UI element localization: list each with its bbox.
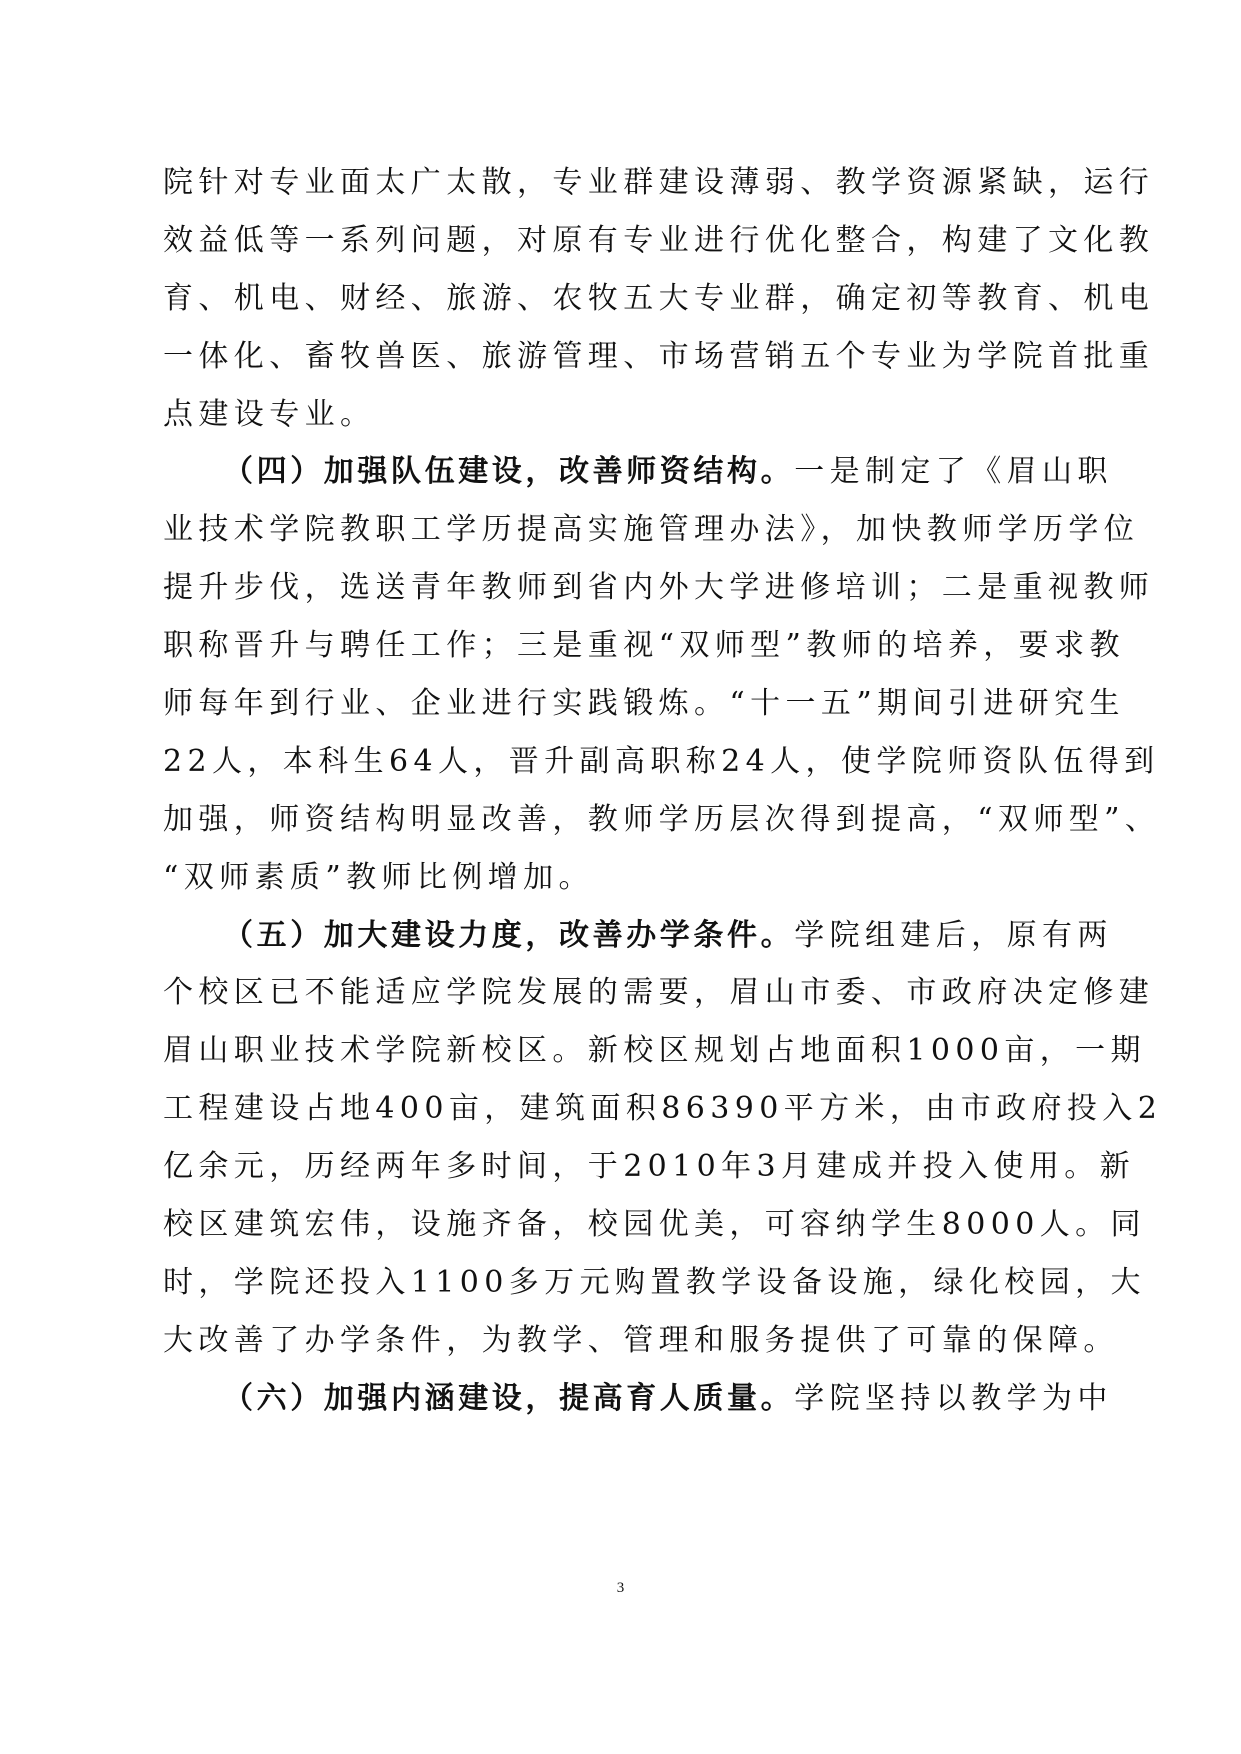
line-text: 时，学院还投入1100多万元购置教学设备设施，绿化校园，大 (163, 1264, 1146, 1300)
line-text: 提升步伐，选送青年教师到省内外大学进修培训；二是重视教师 (163, 570, 1155, 606)
text-line (163, 212, 1155, 270)
text-line (163, 675, 1125, 733)
section-five-heading-line (163, 907, 1113, 965)
text-line (163, 154, 1155, 212)
page-number: 3 (616, 1580, 625, 1596)
line-text: 大改善了办学条件，为教学、管理和服务提供了可靠的保障。 (163, 1322, 1119, 1358)
text-line (163, 791, 1161, 849)
text-line (163, 559, 1155, 617)
text-line (163, 1138, 1136, 1196)
line-text: 点建设专业。 (163, 396, 376, 432)
line-text: 学院坚持以教学为中 (794, 1380, 1113, 1416)
text-line (163, 1196, 1146, 1254)
line-text: 业技术学院教职工学历提高实施管理办法》，加快教师学历学位 (163, 512, 1140, 548)
line-text: 一是制定了《眉山职 (794, 454, 1113, 490)
section-heading: （四）加强队伍建设，改善师资结构。 (223, 454, 795, 490)
text-line (163, 617, 1125, 675)
line-text: 学院组建后，原有两 (794, 917, 1113, 953)
text-line (163, 328, 1155, 386)
section-heading: （五）加大建设力度，改善办学条件。 (223, 917, 795, 953)
text-line (163, 1080, 1163, 1138)
line-text: 工程建设占地400亩，建筑面积86390平方米，由市政府投入2 (163, 1091, 1163, 1127)
line-text: 师每年到行业、企业进行实践锻炼。“十一五”期间引进研究生 (163, 686, 1125, 722)
text-line (163, 1254, 1146, 1312)
line-text: 职称晋升与聘任工作；三是重视“双师型”教师的培养，要求教 (163, 628, 1125, 664)
section-heading: （六）加强内涵建设，提高育人质量。 (223, 1380, 795, 1416)
line-text: 校区建筑宏伟，设施齐备，校园优美，可容纳学生8000人。同 (163, 1207, 1146, 1243)
text-line (163, 386, 1087, 444)
text-line (163, 964, 1155, 1022)
section-four-heading-line (163, 443, 1113, 501)
text-line (163, 1312, 1119, 1370)
line-text: 院针对专业面太广太散，专业群建设薄弱、教学资源紧缺，运行 (163, 165, 1155, 200)
section-six-heading-line (163, 1370, 1113, 1428)
line-text: 个校区已不能适应学院发展的需要，眉山市委、市政府决定修建 (163, 975, 1155, 1011)
line-text: 22人，本科生64人，晋升副高职称24人，使学院师资队伍得到 (163, 743, 1160, 779)
text-line (163, 501, 1140, 559)
document-body (163, 154, 1163, 1428)
line-text: “双师素质”教师比例增加。 (163, 859, 594, 895)
line-text: 眉山职业技术学院新校区。新校区规划占地面积1000亩，一期 (163, 1033, 1146, 1069)
line-text: 亿余元，历经两年多时间，于2010年3月建成并投入使用。新 (163, 1149, 1136, 1185)
text-line (163, 1022, 1146, 1080)
line-text: 育、机电、财经、旅游、农牧五大专业群，确定初等教育、机电 (163, 280, 1155, 316)
text-line (163, 270, 1155, 328)
line-text: 一体化、畜牧兽医、旅游管理、市场营销五个专业为学院首批重 (163, 338, 1155, 374)
line-text: 效益低等一系列问题，对原有专业进行优化整合，构建了文化教 (163, 222, 1155, 258)
text-line (163, 733, 1160, 791)
text-line (163, 849, 1087, 907)
line-text: 加强，师资结构明显改善，教师学历层次得到提高，“双师型”、 (163, 801, 1161, 837)
